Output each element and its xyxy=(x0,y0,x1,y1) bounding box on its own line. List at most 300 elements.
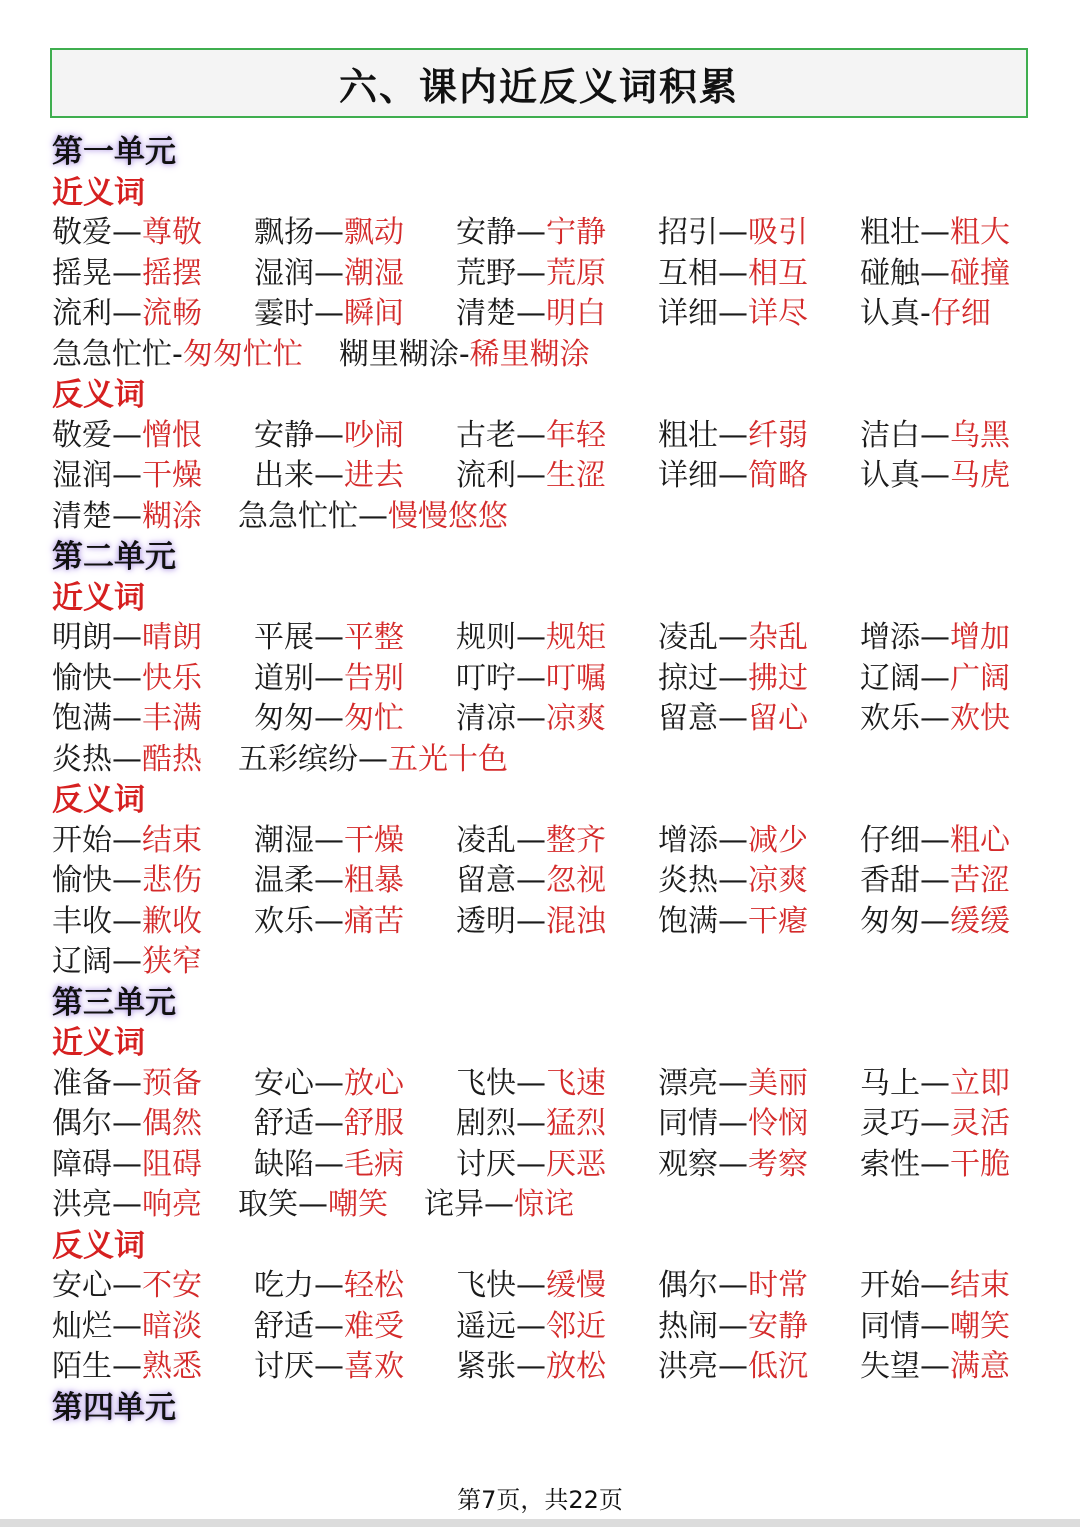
unit-heading: 第三单元 xyxy=(52,984,176,1021)
word-pair xyxy=(254,820,456,862)
word-pair xyxy=(52,496,202,538)
antonym: 减少 xyxy=(748,822,808,858)
word: 香甜 xyxy=(860,863,920,898)
near-synonyms-heading: 近义词 xyxy=(52,1025,145,1061)
word: 安心 xyxy=(254,1065,314,1101)
word: 丰收 xyxy=(52,903,112,939)
synonym: 详尽 xyxy=(748,296,808,331)
pair-separator: — xyxy=(718,458,748,493)
word: 详细 xyxy=(658,458,718,493)
word-pair xyxy=(658,860,860,902)
word-pair xyxy=(456,1144,658,1186)
word: 讨厌 xyxy=(254,1349,314,1384)
synonym: 怜悯 xyxy=(748,1106,808,1141)
pair-separator: — xyxy=(314,215,344,250)
synonym: 五光十色 xyxy=(388,741,508,777)
word-pair xyxy=(52,901,254,943)
pair-separator: — xyxy=(112,255,142,291)
word: 吃力 xyxy=(254,1268,314,1303)
word-pair xyxy=(658,455,860,497)
pair-separator: — xyxy=(516,863,546,898)
pair-separator: — xyxy=(920,1268,950,1303)
word-pair xyxy=(254,1144,456,1186)
word: 叮咛 xyxy=(456,660,516,696)
page-title: 六、课内近反义词积累 xyxy=(338,64,739,109)
antonym: 纤弱 xyxy=(748,417,808,453)
synonym: 摇摆 xyxy=(142,255,202,291)
word-pair xyxy=(456,212,658,254)
pair-separator: — xyxy=(920,1349,950,1384)
pair-separator: — xyxy=(718,822,748,858)
word: 增添 xyxy=(860,620,920,655)
word-pair xyxy=(860,415,1062,457)
antonym: 满意 xyxy=(950,1349,1010,1384)
synonym: 匆忙 xyxy=(344,701,404,736)
antonym: 吵闹 xyxy=(344,417,404,453)
word-pair xyxy=(52,698,254,740)
synonym: 留心 xyxy=(748,701,808,736)
pair-separator: — xyxy=(112,1349,142,1384)
pair-separator: — xyxy=(718,1349,748,1384)
synonym: 嘲笑 xyxy=(328,1187,388,1222)
antonym: 乌黑 xyxy=(950,417,1010,453)
word: 急急忙忙 xyxy=(52,336,172,372)
pair-separator: — xyxy=(516,903,546,939)
word-pair-row xyxy=(52,212,1042,253)
antonym: 轻松 xyxy=(344,1268,404,1303)
antonym: 悲伤 xyxy=(142,863,202,898)
page-footer: 第7页，共22页 xyxy=(457,1486,623,1514)
antonym: 粗心 xyxy=(950,822,1010,858)
antonym: 生涩 xyxy=(546,458,606,493)
word: 碰触 xyxy=(860,255,920,291)
word: 敬爱 xyxy=(52,215,112,250)
word: 飞快 xyxy=(456,1065,516,1101)
word: 安静 xyxy=(254,417,314,453)
word-pair xyxy=(658,1144,860,1186)
synonym: 欢快 xyxy=(950,701,1010,736)
pair-separator: — xyxy=(516,1146,546,1182)
word: 灿烂 xyxy=(52,1308,112,1344)
word-pair xyxy=(658,253,860,295)
word-pair xyxy=(238,496,508,538)
word-pair-row xyxy=(52,739,1042,780)
word-pair-row xyxy=(52,1144,1042,1185)
word-pair-row xyxy=(52,820,1042,861)
word-pair xyxy=(658,901,860,943)
word: 热闹 xyxy=(658,1308,718,1344)
word: 敬爱 xyxy=(52,417,112,453)
pair-separator: — xyxy=(516,458,546,493)
antonym: 缓缓 xyxy=(950,903,1010,939)
word-pair-row xyxy=(52,901,1042,942)
word-pair xyxy=(456,901,658,943)
synonym: 平整 xyxy=(344,620,404,655)
antonym: 狭窄 xyxy=(142,944,202,979)
word-pair-row xyxy=(52,1306,1042,1347)
pair-separator: — xyxy=(298,1187,328,1222)
pair-separator: — xyxy=(516,620,546,655)
pair-separator: — xyxy=(516,701,546,736)
pair-separator: — xyxy=(920,1065,950,1101)
word: 掠过 xyxy=(658,660,718,696)
word: 急急忙忙 xyxy=(238,498,358,534)
word-pair xyxy=(456,1306,658,1348)
synonym: 吸引 xyxy=(748,215,808,250)
pair-separator: — xyxy=(920,215,950,250)
pair-separator: — xyxy=(112,1187,142,1222)
word: 愉快 xyxy=(52,660,112,696)
word: 出来 xyxy=(254,458,314,493)
word-pair xyxy=(254,658,456,700)
synonym: 宁静 xyxy=(546,215,606,250)
word-pair xyxy=(860,293,1062,335)
synonym: 杂乱 xyxy=(748,620,808,655)
pair-separator: — xyxy=(920,458,950,493)
word-pair xyxy=(52,820,254,862)
word: 灵巧 xyxy=(860,1106,920,1141)
word-pair xyxy=(52,1103,254,1145)
synonym: 瞬间 xyxy=(344,296,404,331)
synonym: 碰撞 xyxy=(950,255,1010,291)
antonym: 熟悉 xyxy=(142,1349,202,1384)
pair-separator: — xyxy=(516,822,546,858)
pair-separator: — xyxy=(112,620,142,655)
synonym: 荒原 xyxy=(546,255,606,291)
word-pair xyxy=(860,1063,1062,1105)
synonym: 酷热 xyxy=(142,741,202,777)
word-pair xyxy=(52,455,254,497)
synonym: 明白 xyxy=(546,296,606,331)
word-pair xyxy=(52,617,254,659)
word-pair xyxy=(456,658,658,700)
word: 清楚 xyxy=(52,498,112,534)
word: 偶尔 xyxy=(658,1268,718,1303)
synonym: 增加 xyxy=(950,620,1010,655)
pair-separator: — xyxy=(112,1308,142,1344)
antonym: 缓慢 xyxy=(546,1268,606,1303)
word: 愉快 xyxy=(52,863,112,898)
word-pair xyxy=(52,1063,254,1105)
word: 讨厌 xyxy=(456,1146,516,1182)
pair-separator: — xyxy=(718,701,748,736)
pair-separator: — xyxy=(314,417,344,453)
pair-separator: — xyxy=(112,458,142,493)
unit-heading: 第四单元 xyxy=(52,1389,176,1426)
synonym: 流畅 xyxy=(142,296,202,331)
word: 认真 xyxy=(860,296,920,331)
antonym: 邻近 xyxy=(546,1308,606,1344)
pair-separator: — xyxy=(516,1349,546,1384)
synonym: 叮嘱 xyxy=(546,660,606,696)
word: 五彩缤纷 xyxy=(238,741,358,777)
pair-separator: — xyxy=(314,1106,344,1141)
synonym: 飞速 xyxy=(546,1065,606,1101)
pair-separator: — xyxy=(718,620,748,655)
word-pair xyxy=(424,1184,574,1226)
word: 摇晃 xyxy=(52,255,112,291)
word-pair-row xyxy=(52,253,1042,294)
word: 平展 xyxy=(254,620,314,655)
pair-separator: — xyxy=(920,1308,950,1344)
synonym: 快乐 xyxy=(142,660,202,696)
pair-separator: — xyxy=(112,417,142,453)
word-pair xyxy=(456,1103,658,1145)
word: 安心 xyxy=(52,1268,112,1303)
pair-separator: — xyxy=(718,417,748,453)
antonym: 粗暴 xyxy=(344,863,404,898)
antonym: 低沉 xyxy=(748,1349,808,1384)
pair-separator: — xyxy=(516,215,546,250)
word-pair xyxy=(860,1144,1062,1186)
pair-separator: — xyxy=(314,1065,344,1101)
pair-separator: — xyxy=(718,1106,748,1141)
pair-separator: — xyxy=(112,296,142,331)
word-pair xyxy=(860,698,1062,740)
word-pair xyxy=(860,1103,1062,1145)
pair-separator: — xyxy=(718,1065,748,1101)
pair-separator: — xyxy=(920,1146,950,1182)
word: 洪亮 xyxy=(52,1187,112,1222)
unit-heading: 第一单元 xyxy=(52,134,176,170)
pair-separator: — xyxy=(516,296,546,331)
word: 清楚 xyxy=(456,296,516,331)
word: 湿润 xyxy=(52,458,112,493)
word: 粗壮 xyxy=(860,215,920,250)
pair-separator: — xyxy=(112,822,142,858)
near-synonyms-heading: 近义词 xyxy=(52,174,145,211)
word-pair xyxy=(339,334,590,376)
antonym: 慢慢悠悠 xyxy=(388,498,508,534)
word: 规则 xyxy=(456,620,516,655)
antonym: 凉爽 xyxy=(748,863,808,898)
pair-separator: — xyxy=(112,863,142,898)
word-pair xyxy=(52,334,303,376)
synonym: 响亮 xyxy=(142,1187,202,1222)
word: 安静 xyxy=(456,215,516,250)
word-pair xyxy=(254,1063,456,1105)
pair-separator: — xyxy=(112,1268,142,1303)
antonyms-heading: 反义词 xyxy=(52,377,145,413)
word: 陌生 xyxy=(52,1349,112,1384)
word-pair xyxy=(52,1184,202,1226)
word: 准备 xyxy=(52,1065,112,1101)
pair-separator: — xyxy=(516,660,546,696)
antonym: 嘲笑 xyxy=(950,1308,1010,1344)
word: 凌乱 xyxy=(658,620,718,655)
word: 炎热 xyxy=(52,741,112,777)
word-pair xyxy=(254,455,456,497)
antonym: 糊涂 xyxy=(142,498,202,534)
antonym: 放松 xyxy=(546,1349,606,1384)
word-pair-row xyxy=(52,658,1042,699)
word-pair xyxy=(254,901,456,943)
word: 仔细 xyxy=(860,822,920,858)
synonym: 广阔 xyxy=(950,660,1010,696)
word-pair xyxy=(254,698,456,740)
pair-separator: - xyxy=(920,296,931,331)
word-pair xyxy=(658,415,860,457)
synonym: 猛烈 xyxy=(546,1106,606,1141)
word: 诧异 xyxy=(424,1187,484,1222)
pair-separator: — xyxy=(920,660,950,696)
word-pair xyxy=(658,212,860,254)
word-pair xyxy=(254,415,456,457)
antonym: 进去 xyxy=(344,458,404,493)
pair-separator: — xyxy=(718,296,748,331)
word: 详细 xyxy=(658,296,718,331)
word: 偶尔 xyxy=(52,1106,112,1141)
word: 取笑 xyxy=(238,1187,298,1222)
pair-separator: — xyxy=(484,1187,514,1222)
word-pair xyxy=(52,658,254,700)
word-pair xyxy=(860,1346,1062,1388)
word-pair xyxy=(860,212,1062,254)
antonym: 时常 xyxy=(748,1268,808,1303)
synonym: 拂过 xyxy=(748,660,808,696)
pair-separator: — xyxy=(112,1146,142,1182)
antonym: 年轻 xyxy=(546,417,606,453)
word-pair xyxy=(254,293,456,335)
synonym: 凉爽 xyxy=(546,701,606,736)
word: 留意 xyxy=(658,701,718,736)
word: 观察 xyxy=(658,1146,718,1182)
pair-separator: — xyxy=(516,1106,546,1141)
synonym: 灵活 xyxy=(950,1106,1010,1141)
word: 飞快 xyxy=(456,1268,516,1303)
word-pair xyxy=(658,1063,860,1105)
word-pair xyxy=(456,1265,658,1307)
word-pair-row xyxy=(52,1103,1042,1144)
word-pair-row xyxy=(52,860,1042,901)
word: 匆匆 xyxy=(254,701,314,736)
word-pair-row xyxy=(52,1346,1042,1387)
synonym: 丰满 xyxy=(142,701,202,736)
synonym: 立即 xyxy=(950,1065,1010,1101)
word-pair xyxy=(254,617,456,659)
word-pair xyxy=(860,1306,1062,1348)
pair-separator: — xyxy=(920,417,950,453)
antonym: 马虎 xyxy=(950,458,1010,493)
synonym: 飘动 xyxy=(344,215,404,250)
word-pair xyxy=(456,415,658,457)
word-pair xyxy=(52,739,202,781)
word: 洁白 xyxy=(860,417,920,453)
pair-separator: — xyxy=(314,903,344,939)
word-pair xyxy=(658,820,860,862)
word-pair xyxy=(658,1306,860,1348)
antonym: 简略 xyxy=(748,458,808,493)
word-pair xyxy=(52,293,254,335)
pair-separator: — xyxy=(314,1146,344,1182)
page-title-box xyxy=(50,48,1028,118)
word: 互相 xyxy=(658,255,718,291)
antonym: 结束 xyxy=(142,822,202,858)
word-pair xyxy=(860,617,1062,659)
pair-separator: - xyxy=(458,336,470,372)
word-pair xyxy=(52,1265,254,1307)
pair-separator: — xyxy=(112,903,142,939)
pair-separator: — xyxy=(314,255,344,291)
synonym: 规矩 xyxy=(546,620,606,655)
word-pair xyxy=(860,860,1062,902)
word-pair xyxy=(52,415,254,457)
pair-separator: — xyxy=(718,660,748,696)
word: 障碍 xyxy=(52,1146,112,1182)
word-pair xyxy=(658,1265,860,1307)
word-pair-row xyxy=(52,698,1042,739)
pair-separator: — xyxy=(920,863,950,898)
word-pair xyxy=(860,820,1062,862)
word: 洪亮 xyxy=(658,1349,718,1384)
word-pair xyxy=(860,901,1062,943)
word-pair-row xyxy=(52,496,1042,537)
word-pair-row xyxy=(52,941,1042,982)
pair-separator: — xyxy=(314,822,344,858)
word-pair xyxy=(254,860,456,902)
word: 失望 xyxy=(860,1349,920,1384)
synonym: 毛病 xyxy=(344,1146,404,1182)
word-pair xyxy=(52,253,254,295)
word: 炎热 xyxy=(658,863,718,898)
word-pair xyxy=(52,212,254,254)
word-pair xyxy=(254,212,456,254)
antonym: 混浊 xyxy=(546,903,606,939)
pair-separator: - xyxy=(172,336,183,372)
antonym: 干燥 xyxy=(142,458,202,493)
synonym: 预备 xyxy=(142,1065,202,1101)
word: 粗壮 xyxy=(658,417,718,453)
word-pair xyxy=(52,1346,254,1388)
pair-separator: — xyxy=(920,1106,950,1141)
word: 饱满 xyxy=(658,903,718,939)
pair-separator: — xyxy=(314,863,344,898)
synonym: 放心 xyxy=(344,1065,404,1101)
synonym: 干脆 xyxy=(950,1146,1010,1182)
word-pair xyxy=(456,253,658,295)
word-pair xyxy=(860,658,1062,700)
synonym: 仔细 xyxy=(930,296,991,331)
word-pair xyxy=(254,1103,456,1145)
word-pair xyxy=(238,1184,388,1226)
word-pair xyxy=(456,1346,658,1388)
unit-heading: 第二单元 xyxy=(52,539,176,575)
word: 留意 xyxy=(456,863,516,898)
pair-separator: — xyxy=(718,1146,748,1182)
word-pair xyxy=(658,1346,860,1388)
pair-separator: — xyxy=(314,701,344,736)
near-synonyms-heading: 近义词 xyxy=(52,579,145,616)
pair-separator: — xyxy=(112,215,142,250)
synonym: 尊敬 xyxy=(142,215,202,250)
word: 流利 xyxy=(52,296,112,331)
word-pair-row xyxy=(52,293,1042,334)
word: 剧烈 xyxy=(456,1106,516,1141)
word: 潮湿 xyxy=(254,822,314,858)
word: 飘扬 xyxy=(254,215,314,250)
word-pair xyxy=(52,860,254,902)
antonym: 歉收 xyxy=(142,903,202,939)
pair-separator: — xyxy=(314,660,344,696)
synonym: 阻碍 xyxy=(142,1146,202,1182)
pair-separator: — xyxy=(112,944,142,979)
word-pair xyxy=(52,941,202,983)
synonym: 潮湿 xyxy=(344,255,404,291)
word-pair xyxy=(456,698,658,740)
word-pair-row xyxy=(52,415,1042,456)
antonym: 不安 xyxy=(142,1268,202,1303)
antonym: 憎恨 xyxy=(142,417,202,453)
